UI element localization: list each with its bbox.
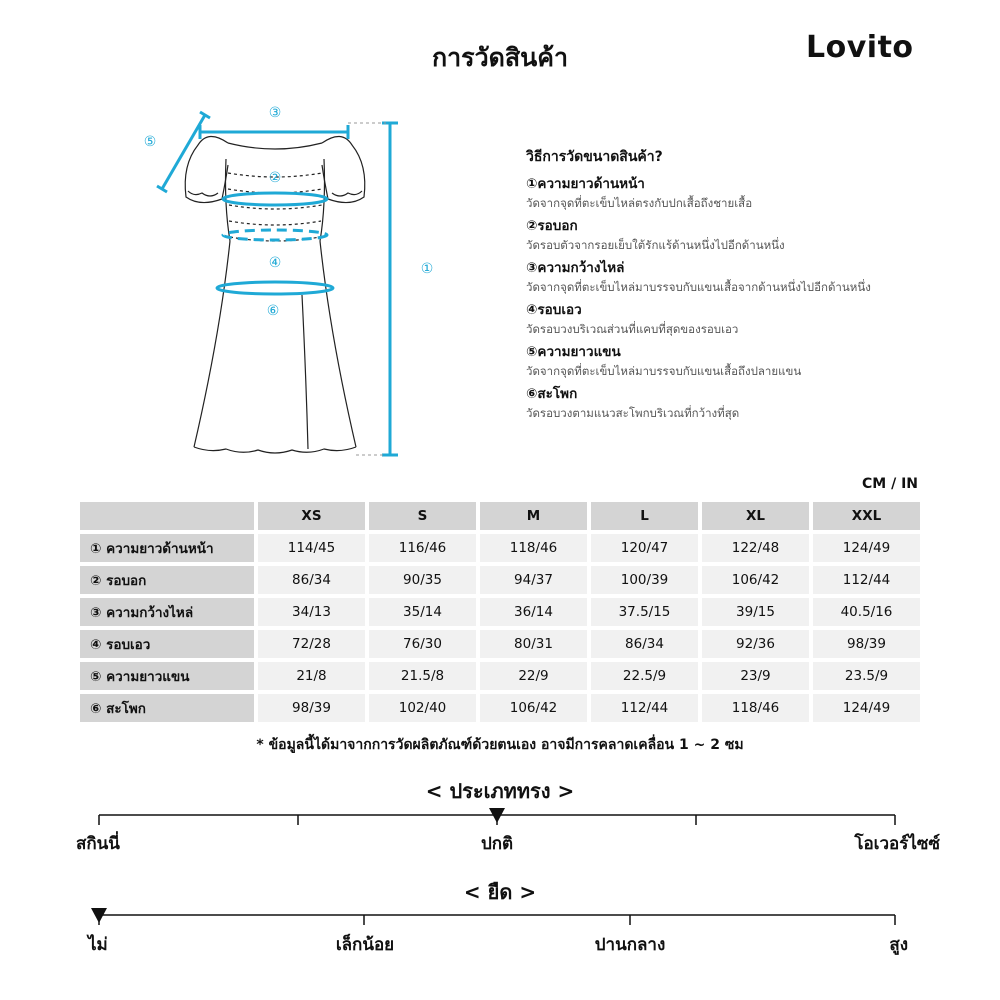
table-cell: 23.5/9 bbox=[813, 662, 920, 690]
guide-item-shoulder bbox=[526, 258, 966, 300]
table-header-row bbox=[80, 502, 920, 530]
table-row bbox=[80, 598, 920, 626]
table-cell: 22.5/9 bbox=[591, 662, 698, 690]
table-cell: 124/49 bbox=[813, 534, 920, 562]
table-cell: 106/42 bbox=[702, 566, 809, 594]
table-cell: 80/31 bbox=[480, 630, 587, 658]
table-cell: 102/40 bbox=[369, 694, 476, 722]
dress-measurement-diagram bbox=[130, 95, 450, 465]
guide-heading: ②รอบอก bbox=[526, 218, 578, 234]
row-label: ③ ความกว้างไหล่ bbox=[80, 598, 254, 626]
guide-desc: วัดจากจุดที่ตะเข็บไหล่ตรงกับปกเสื้อถึงชายเสื้อ bbox=[526, 196, 753, 210]
column-header: L bbox=[591, 502, 698, 530]
waist-ellipse bbox=[223, 230, 327, 240]
column-header: XL bbox=[702, 502, 809, 530]
sleeve-length-line bbox=[162, 115, 205, 189]
stretch-label-medium: ปานกลาง bbox=[594, 935, 666, 955]
table-cell: 100/39 bbox=[591, 566, 698, 594]
guide-list bbox=[526, 174, 966, 426]
label-hip: ⑥ bbox=[266, 303, 280, 319]
table-cell: 90/35 bbox=[369, 566, 476, 594]
guide-desc: วัดจากจุดที่ตะเข็บไหล่มาบรรจบกับแขนเสื้อจากด้านหนึ่งไปอีกด้านหนึ่ง bbox=[526, 280, 871, 294]
table-cell: 94/37 bbox=[480, 566, 587, 594]
table-cell: 34/13 bbox=[258, 598, 365, 626]
guide-title: วิธีการวัดขนาดสินค้า? bbox=[526, 149, 663, 165]
table-cell: 39/15 bbox=[702, 598, 809, 626]
table-cell: 35/14 bbox=[369, 598, 476, 626]
table-cell: 76/30 bbox=[369, 630, 476, 658]
row-label: ② รอบอก bbox=[80, 566, 254, 594]
guide-desc: วัดรอบวงบริเวณส่วนที่แคบที่สุดของรอบเอว bbox=[526, 322, 739, 336]
guide-item-front-length bbox=[526, 174, 966, 216]
hip-ellipse bbox=[217, 282, 333, 294]
table-cell: 118/46 bbox=[702, 694, 809, 722]
fit-label-skinny: สกินนี่ bbox=[76, 834, 120, 854]
column-header: S bbox=[369, 502, 476, 530]
guide-heading: ⑤ความยาวแขน bbox=[526, 344, 621, 360]
table-row bbox=[80, 566, 920, 594]
unit-label: CM / IN bbox=[862, 476, 918, 492]
fit-label-oversize: โอเวอร์ไซซ์ bbox=[854, 834, 940, 854]
guide-item-waist bbox=[526, 300, 966, 342]
size-table bbox=[76, 498, 924, 726]
stretch-scale-title: < ยืด > bbox=[463, 880, 537, 904]
table-row bbox=[80, 534, 920, 562]
table-cell: 21/8 bbox=[258, 662, 365, 690]
table-row bbox=[80, 630, 920, 658]
table-cell: 116/46 bbox=[369, 534, 476, 562]
bust-ellipse bbox=[223, 193, 327, 205]
column-header: XS bbox=[258, 502, 365, 530]
guide-item-hip bbox=[526, 384, 966, 426]
table-cell: 98/39 bbox=[813, 630, 920, 658]
row-label: ④ รอบเอว bbox=[80, 630, 254, 658]
column-header: M bbox=[480, 502, 587, 530]
table-cell: 72/28 bbox=[258, 630, 365, 658]
table-cell: 22/9 bbox=[480, 662, 587, 690]
table-corner-cell bbox=[80, 502, 254, 530]
measurement-note: * ข้อมูลนี้ได้มาจากการวัดผลิตภัณฑ์ด้วยตนเอง อาจมีการคลาดเคลื่อน 1 ~ 2 ซม bbox=[256, 737, 744, 753]
table-cell: 36/14 bbox=[480, 598, 587, 626]
label-sleeve: ⑤ bbox=[143, 134, 157, 150]
row-label: ⑤ ความยาวแขน bbox=[80, 662, 254, 690]
row-label: ⑥ สะโพก bbox=[80, 694, 254, 722]
guide-heading: ⑥สะโพก bbox=[526, 386, 578, 402]
guide-desc: วัดจากจุดที่ตะเข็บไหล่มาบรรจบกับแขนเสื้อถึงปลายแขน bbox=[526, 364, 802, 378]
table-cell: 98/39 bbox=[258, 694, 365, 722]
table-cell: 106/42 bbox=[480, 694, 587, 722]
table-cell: 21.5/8 bbox=[369, 662, 476, 690]
stretch-label-high: สูง bbox=[889, 935, 908, 955]
guide-desc: วัดรอบวงตามแนวสะโพกบริเวณที่กว้างที่สุด bbox=[526, 406, 740, 420]
table-row bbox=[80, 662, 920, 690]
table-cell: 23/9 bbox=[702, 662, 809, 690]
table-cell: 120/47 bbox=[591, 534, 698, 562]
table-cell: 118/46 bbox=[480, 534, 587, 562]
guide-desc: วัดรอบตัวจากรอยเย็บใต้รักแร้ด้านหนึ่งไปอีกด้านหนึ่ง bbox=[526, 238, 785, 252]
table-cell: 86/34 bbox=[591, 630, 698, 658]
guide-heading: ④รอบเอว bbox=[526, 302, 582, 318]
table-cell: 112/44 bbox=[591, 694, 698, 722]
stretch-label-slight: เล็กน้อย bbox=[335, 935, 395, 955]
table-row bbox=[80, 694, 920, 722]
table-cell: 86/34 bbox=[258, 566, 365, 594]
guide-item-bust bbox=[526, 216, 966, 258]
page-title: การวัดสินค้า bbox=[432, 43, 568, 72]
table-cell: 122/48 bbox=[702, 534, 809, 562]
row-label: ① ความยาวด้านหน้า bbox=[80, 534, 254, 562]
guide-heading: ①ความยาวด้านหน้า bbox=[526, 176, 645, 192]
fit-label-regular: ปกติ bbox=[480, 834, 514, 854]
table-cell: 114/45 bbox=[258, 534, 365, 562]
table-cell: 40.5/16 bbox=[813, 598, 920, 626]
label-front-length: ① bbox=[420, 261, 434, 277]
stretch-label-none: ไม่ bbox=[88, 935, 108, 955]
label-shoulder: ③ bbox=[268, 105, 282, 121]
table-cell: 92/36 bbox=[702, 630, 809, 658]
table-cell: 112/44 bbox=[813, 566, 920, 594]
label-bust: ② bbox=[268, 170, 282, 186]
label-waist: ④ bbox=[268, 255, 282, 271]
table-cell: 124/49 bbox=[813, 694, 920, 722]
fit-scale-title: < ประเภททรง > bbox=[425, 779, 575, 803]
brand-logo: Lovito bbox=[806, 30, 914, 65]
table-cell: 37.5/15 bbox=[591, 598, 698, 626]
guide-heading: ③ความกว้างไหล่ bbox=[526, 260, 625, 276]
column-header: XXL bbox=[813, 502, 920, 530]
guide-item-sleeve bbox=[526, 342, 966, 384]
